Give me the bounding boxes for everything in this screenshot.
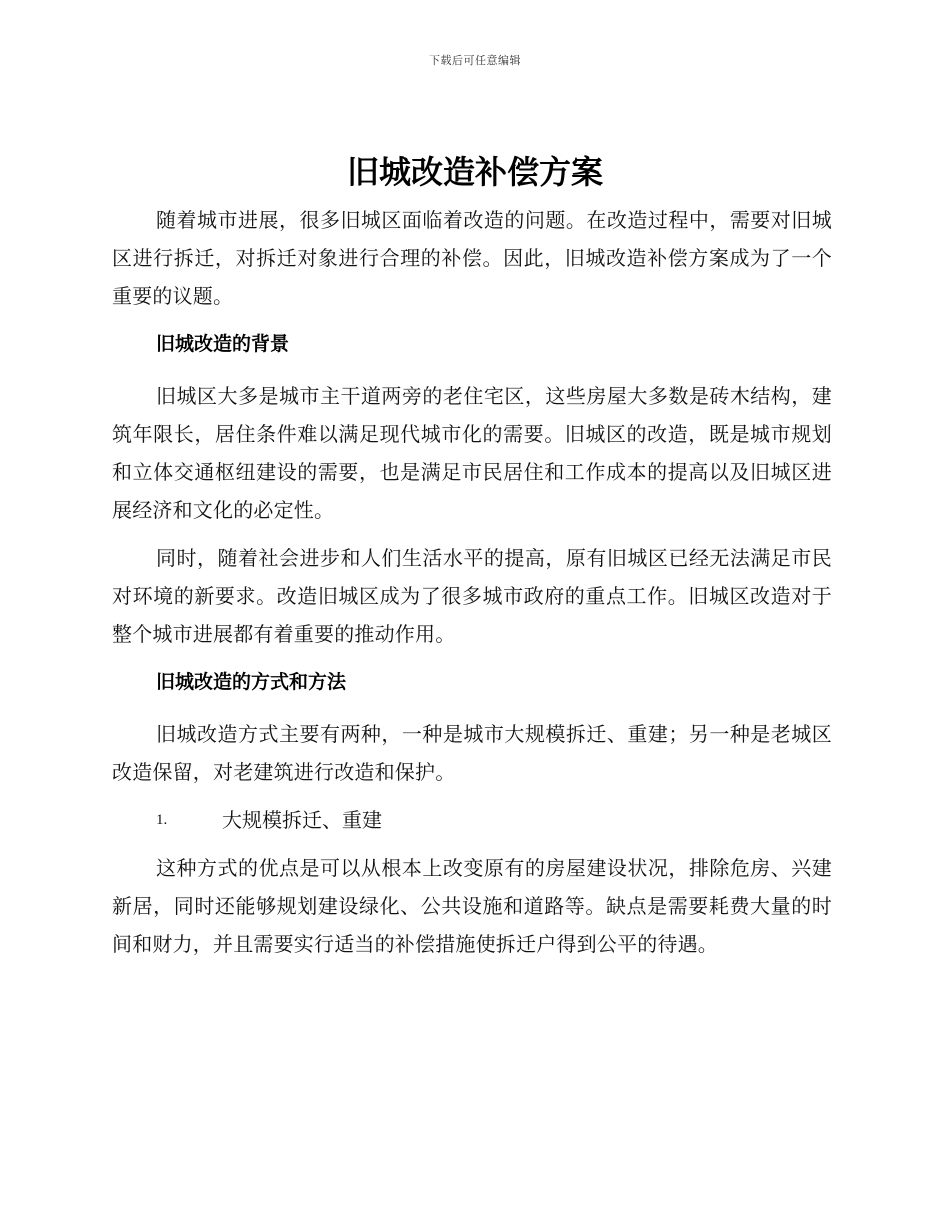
header-note: 下载后可任意编辑	[429, 54, 521, 67]
methods-paragraph-1: 旧城改造方式主要有两种，一种是城市大规模拆迁、重建；另一种是老城区改造保留，对老建筑进行改造和保护。	[112, 722, 832, 784]
document-body	[112, 201, 832, 973]
methods-paragraph-2: 这种方式的优点是可以从根本上改变原有的房屋建设状况，排除危房、兴建新居，同时还能够规划建设绿化、公共设施和道路等。缺点是需要耗费大量的时间和财力，并且需要实行适当的补偿措施使拆迁户得到公平的待遇。	[112, 856, 832, 956]
list-item-number: 1.	[156, 812, 168, 828]
list-item-label: 大规模拆迁、重建	[222, 808, 382, 832]
list-item	[112, 801, 832, 839]
intro-paragraph: 随着城市进展，很多旧城区面临着改造的问题。在改造过程中，需要对旧城区进行拆迁，对拆迁对象进行合理的补偿。因此，旧城改造补偿方案成为了一个重要的议题。	[112, 208, 832, 308]
document-title: 旧城改造补偿方案	[346, 153, 603, 191]
section-heading-methods: 旧城改造的方式和方法	[156, 671, 347, 693]
background-paragraph-2: 同时，随着社会进步和人们生活水平的提高，原有旧城区已经无法满足市民对环境的新要求。改造旧城区成为了很多城市政府的重点工作。旧城区改造对于整个城市进展都有着重要的推动作用。	[112, 546, 832, 646]
section-heading-background: 旧城改造的背景	[156, 333, 290, 355]
background-paragraph-1: 旧城区大多是城市主干道两旁的老住宅区，这些房屋大多数是砖木结构，建筑年限长，居住条件难以满足现代城市化的需要。旧城区的改造，既是城市规划和立体交通枢纽建设的需要，也是满足市民居住和工作成本的提高以及旧城区进展经济和文化的必定性。	[112, 384, 832, 522]
